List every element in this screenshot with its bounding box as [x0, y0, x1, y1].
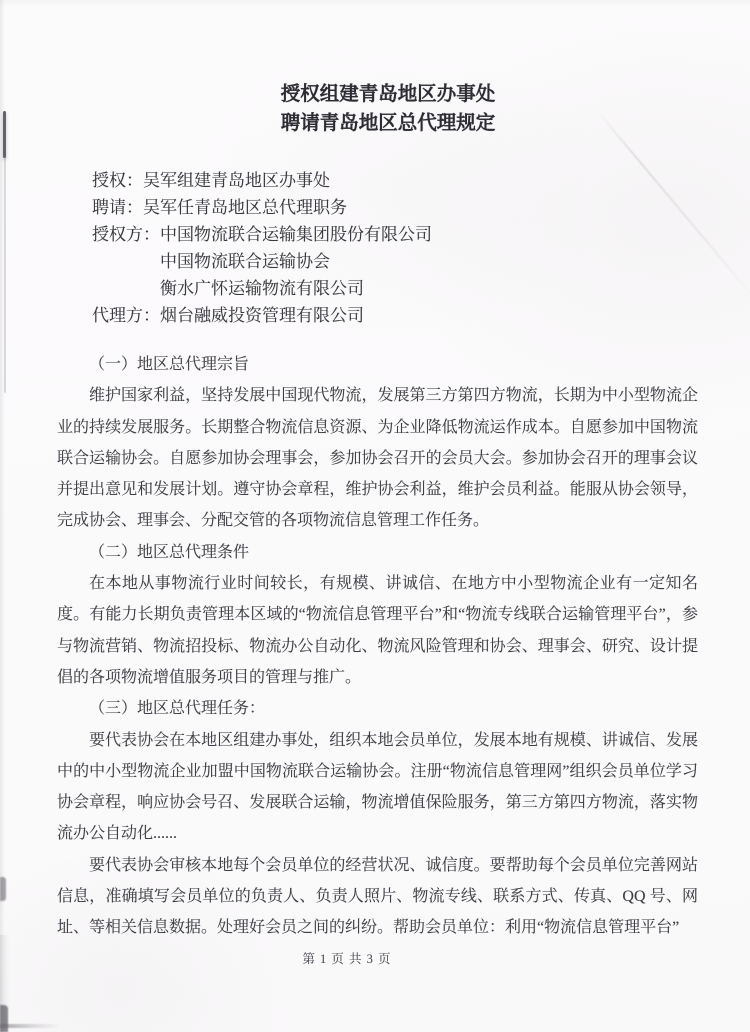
scan-left-edge-mark-faint — [4, 158, 6, 393]
info-row-authorizer-2: 中国物流联合运输协会 — [160, 252, 330, 271]
page-number-footer: 第 1 页 共 3 页 — [302, 952, 392, 966]
info-row-appointment: 聘请：吴军任青岛地区总代理职务 — [92, 198, 347, 217]
section-2-heading: （二）地区总代理条件 — [89, 543, 250, 561]
section-3-paragraph-2: 要代表协会审核本地每个会员单位的经营状况、诚信度。要帮助每个会员单位完善网站信息，准确填写会员单位的负责人、负责人照片、物流专线、联系方式、传真、QQ 号、网址、等相关信息数据。处理好会员之间的纠纷。帮助会员单位：利用“物流信息管理平台” — [57, 856, 698, 937]
scan-left-edge-mark — [3, 111, 6, 158]
scan-bottom-edge-mark — [0, 1024, 60, 1028]
section-1-heading: （一）地区总代理宗旨 — [89, 356, 250, 373]
info-row-authorizer-3: 衡水广怀运输物流有限公司 — [160, 279, 364, 298]
document-body — [57, 349, 698, 944]
info-row-authorization: 授权：吴军组建青岛地区办事处 — [92, 171, 330, 190]
document-title-line-1: 授权组建青岛地区办事处 — [280, 84, 496, 105]
section-1-paragraph-1: 维护国家利益，坚持发展中国现代物流，发展第三方第四方物流，长期为中小型物流企业的持续发展服务。长期整合物流信息资源、为企业降低物流运作成本。自愿参加中国物流联合运输协会。自愿参加协会理事会，参加协会召开的会员大会。参加协会召开的理事会议并提出意见和发展计划。遵守协会章程，维护协会利益，维护会员利益。能服从协会领导，完成协会、理事会、分配交管的各项物流信息管理工作任务。 — [57, 387, 698, 530]
section-2-paragraph-1: 在本地从事物流行业时间较长，有规模、讲诚信、在地方中小型物流企业有一定知名度。有能力长期负责管理本区域的“物流信息管理平台”和“物流专线联合运输管理平台”，参与物流营销、物流招投标、物流办公自动化、物流风险管理和协会、理事会、研究、设计提倡的各项物流增值服务项目的管理与推广。 — [57, 575, 698, 686]
scan-top-edge-shadow — [0, 0, 750, 7]
document-title — [13, 80, 750, 138]
info-row-authorizer-1: 授权方：中国物流联合运输集团股份有限公司 — [92, 225, 432, 244]
info-row-agent: 代理方：烟台融威投资管理有限公司 — [92, 306, 364, 325]
document-title-line-2: 聘请青岛地区总代理规定 — [280, 113, 496, 134]
section-3-paragraph-1: 要代表协会在本地区组建办事处，组织本地会员单位，发展本地有规模、讲诚信、发展中的中小型物流企业加盟中国物流联合运输协会。注册“物流信息管理网”组织会员单位学习协会章程，响应协会号召、发展联合运输，物流增值保险服务，第三方第四方物流，落实物流办公自动化...... — [57, 731, 698, 843]
authorization-info-block — [57, 167, 698, 329]
section-3-heading: （三）地区总代理任务： — [89, 700, 266, 718]
scan-left-edge-blot — [0, 877, 6, 901]
